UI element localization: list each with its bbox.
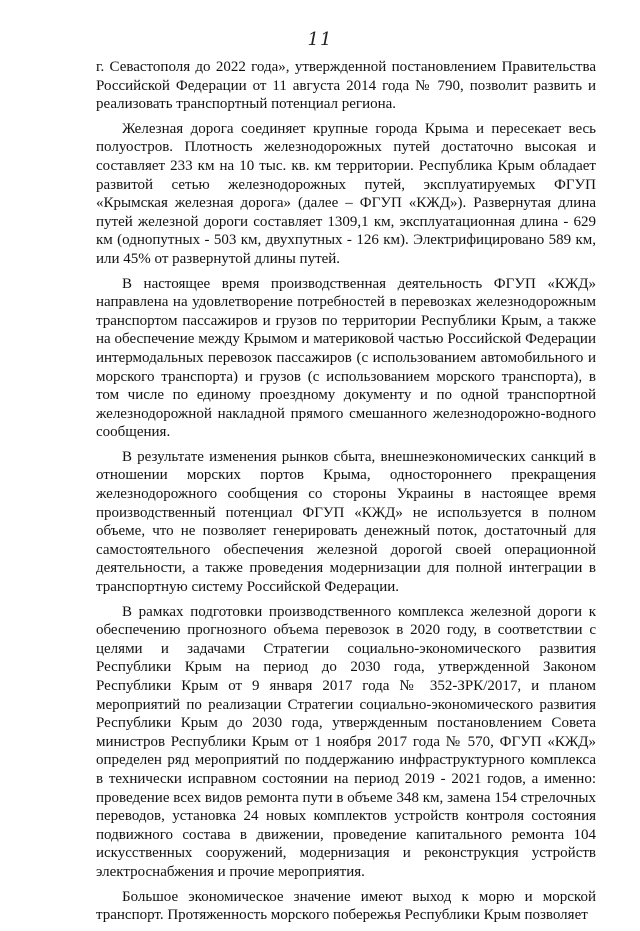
paragraph-sea-transport: Большое экономическое значение имеют выход к морю и морской транспорт. Протяженность морского побережья Республики Крым позволяет [96, 888, 596, 924]
paragraph-market-changes: В результате изменения рынков сбыта, внешнеэкономических санкций в отношении морских портов Крыма, одностороннего прекращения железнодорожного сообщения со стороны Украины в настоящее время производственный потенциал ФГУП «КЖД» не используется в полном объеме, что не позволяет генерировать денежный поток, достаточный для самостоятельного обеспечения железной дорогой своей операционной деятельности, а также проведения модернизации для полной интеграции в транспортную систему Российской Федерации. [96, 448, 596, 596]
body-text [96, 58, 596, 931]
paragraph-continuation: г. Севастополя до 2022 года», утвержденной постановлением Правительства Российской Федерации от 11 августа 2014 года № 790, позволит развить и реализовать транспортный потенциал региона. [96, 59, 596, 113]
paragraph-railway-overview: Железная дорога соединяет крупные города Крыма и пересекает весь полуостров. Плотность железнодорожных путей достаточно высокая и составляет 233 км на 10 тыс. кв. км территории. Республика Крым обладает развитой сетью железнодорожных путей, эксплуатируемых ФГУП «Крымская железная дорога» (далее – ФГУП «КЖД»). Развернутая длина путей железной дороги составляет 1309,1 км, эксплуатационная длина - 629 км (однопутных - 503 км, двухпутных - 126 км). Электрифицировано 589 км, или 45% от развернутой длины путей. [96, 120, 596, 267]
paragraph-railway-activity: В настоящее время производственная деятельность ФГУП «КЖД» направлена на удовлетворение потребностей в перевозках железнодорожным транспортом пассажиров и грузов по территории Республики Крым, а также на обеспечение между Крымом и материковой частью Российской Федерации интермодальных перевозок пассажиров (с использованием автомобильного и морского транспорта) и грузов (с использованием морского транспорта), в том числе по единому проездному документу и по одной транспортной железнодорожной накладной прямого смешанного железнодорожно-водного сообщения. [96, 275, 596, 441]
page-number: 11 [307, 29, 333, 50]
paragraph-development-measures: В рамках подготовки производственного комплекса железной дороги к обеспечению прогнозного объема перевозок в 2020 году, в соответствии с целями и задачами Стратегии социально-экономического развития Республики Крым на период до 2030 года, утвержденной Законом Республики Крым от 9 января 2017 года № 352-ЗРК/2017, и планом мероприятий по реализации Стратегии социально-экономического развития Республики Крым до 2030 года, утвержденным постановлением Совета министров Республики Крым от 1 ноября 2017 года № 570, ФГУП «КЖД» определен ряд мероприятий по поддержанию инфраструктурного комплекса в технически исправном состоянии на период 2019 - 2021 годов, а именно: проведение всех видов ремонта пути в объеме 348 км, замена 154 стрелочных переводов, установка 24 новых комплектов устройств контроля состояния подвижного состава в движении, проведение капитального ремонта 104 искусственных сооружений, модернизация и реконструкция устройств электроснабжения и прочие мероприятия. [96, 603, 596, 880]
